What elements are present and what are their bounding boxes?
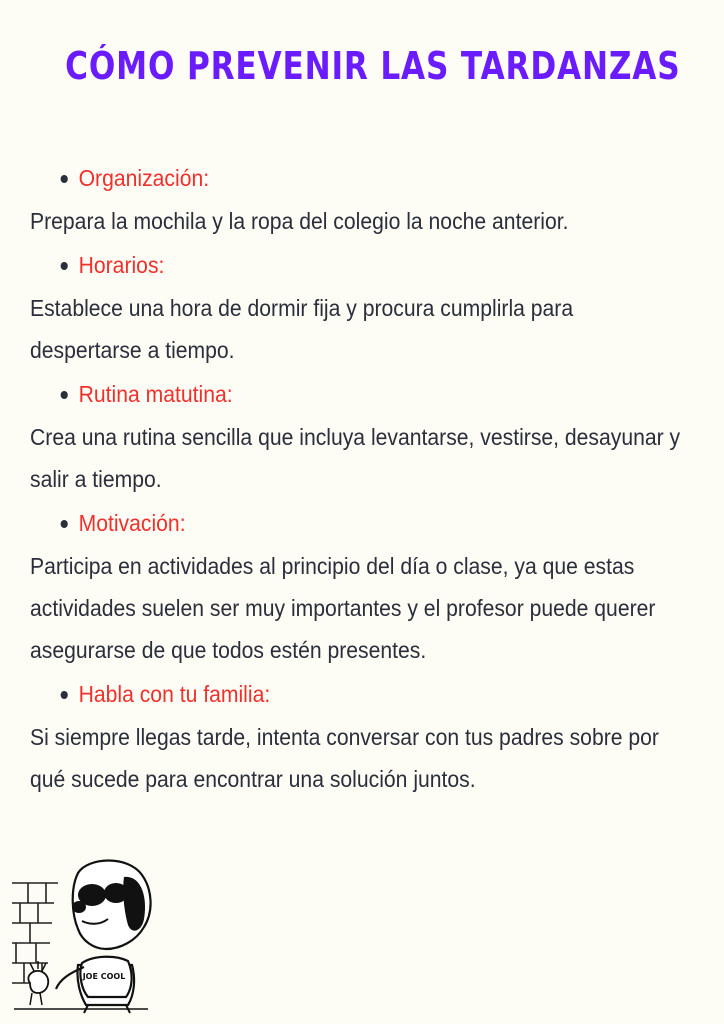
tip-heading-motivacion xyxy=(30,502,633,545)
snoopy-joe-cool-illustration xyxy=(8,855,158,1015)
tip-text-rutina: Crea una rutina sencilla que incluya levantarse, vestirse, desayunar y salir a tiempo. xyxy=(30,424,681,492)
tip-heading-label: Motivación: xyxy=(78,510,186,536)
shirt-text: JOE COOL xyxy=(82,972,126,981)
bullet-icon xyxy=(61,691,68,699)
tip-heading-label: Horarios: xyxy=(78,252,165,278)
bullet-icon xyxy=(61,262,68,270)
woodstock-icon xyxy=(28,961,48,1005)
tip-text-organizacion: Prepara la mochila y la ropa del colegio la noche anterior. xyxy=(30,208,569,234)
tip-heading-label: Rutina matutina: xyxy=(78,381,233,407)
bullet-icon xyxy=(61,391,68,399)
bullet-icon xyxy=(61,520,68,528)
tip-heading-rutina xyxy=(30,373,633,416)
tip-text-horarios: Establece una hora de dormir fija y procura cumplirla para despertarse a tiempo. xyxy=(30,295,574,363)
tip-heading-familia xyxy=(30,673,633,716)
bullet-icon xyxy=(61,175,68,183)
tip-heading-horarios xyxy=(30,244,633,287)
tips-list xyxy=(30,157,700,802)
tip-heading-label: Organización: xyxy=(78,165,210,191)
page-title: CÓMO PREVENIR LAS TARDANZAS xyxy=(65,44,681,88)
tip-text-familia: Si siempre llegas tarde, intenta conversar con tus padres sobre por qué sucede para encontrar una solución juntos. xyxy=(30,724,659,792)
tip-heading-label: Habla con tu familia: xyxy=(78,681,271,707)
tip-heading-organizacion xyxy=(30,157,633,200)
brick-wall xyxy=(12,883,58,983)
tip-text-motivacion: Participa en actividades al principio del día o clase, ya que estas actividades suelen ser muy importantes y el profesor puede querer asegurarse de que todos estén presentes. xyxy=(30,553,656,663)
